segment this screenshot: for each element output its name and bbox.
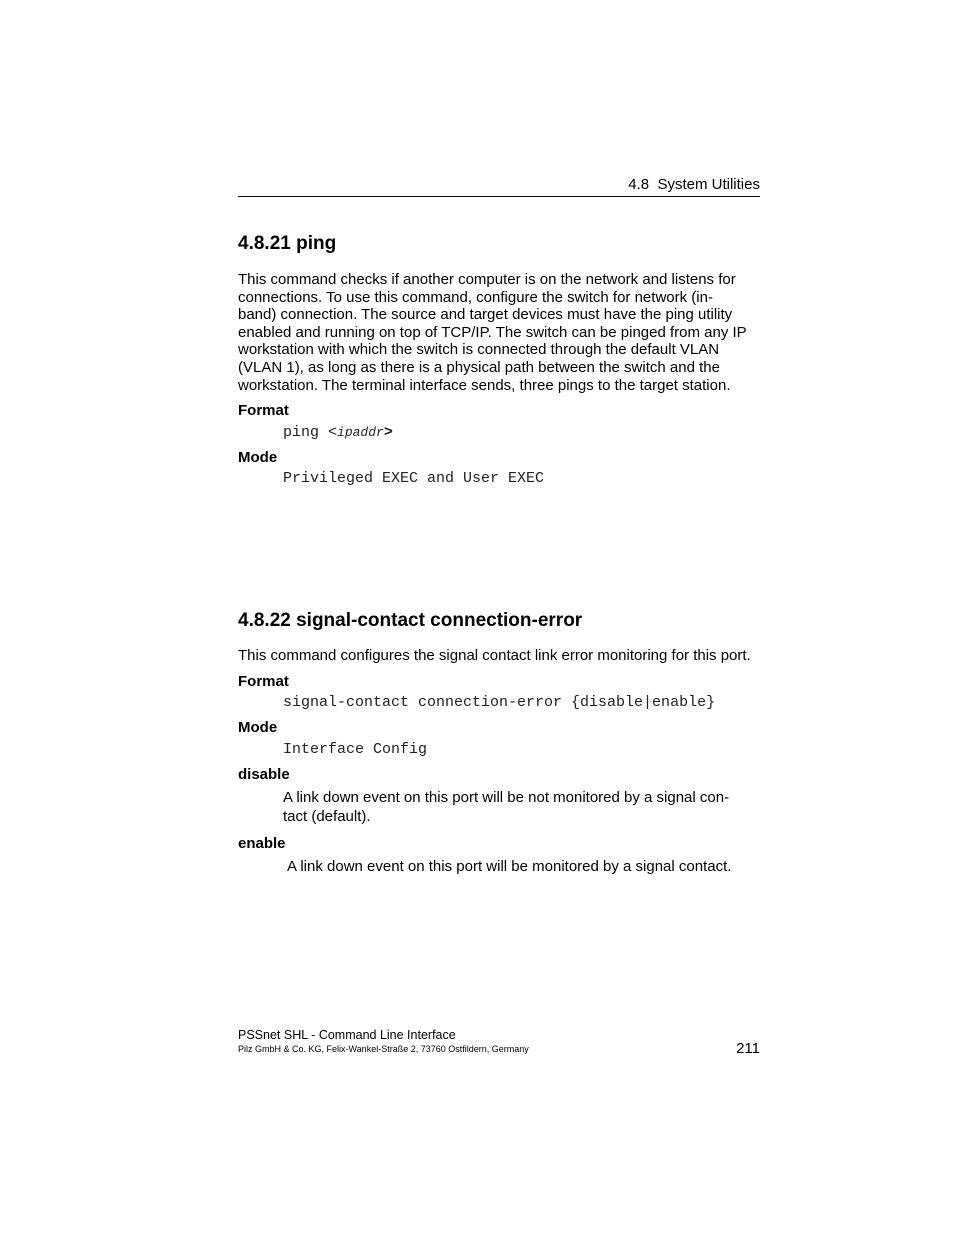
ping-mode-value: Privileged EXEC and User EXEC xyxy=(283,470,545,487)
ping-description xyxy=(238,271,760,394)
running-header xyxy=(238,176,760,193)
description-line: workstation with which the switch is connected through the default VLAN xyxy=(238,341,720,359)
description-line: enabled and running on top of TCP/IP. The switch can be pinged from any IP xyxy=(238,323,747,341)
ping-format-end: > xyxy=(383,424,393,441)
description-line: This command checks if another computer is on the network and listens for xyxy=(238,271,736,288)
footer-document-title: PSSnet SHL - Command Line Interface xyxy=(238,1028,456,1042)
header-section-number: 4.8 xyxy=(628,176,650,193)
disable-line: tact (default). xyxy=(283,807,371,825)
ping-format-label: Format xyxy=(238,402,289,419)
enable-label: enable xyxy=(238,835,286,852)
signal-format-syntax: signal-contact connection-error {disable|enable} xyxy=(283,694,716,711)
disable-description xyxy=(283,789,760,826)
signal-mode-label: Mode xyxy=(238,719,278,736)
header-rule xyxy=(238,196,760,197)
header-section-title: System Utilities xyxy=(657,176,760,193)
ping-format-syntax xyxy=(283,424,393,441)
page-number: 211 xyxy=(736,1040,760,1057)
disable-label: disable xyxy=(238,766,290,783)
description-line: workstation. The terminal interface sends, three pings to the target station. xyxy=(238,376,731,394)
description-line: band) connection. The source and target devices must have the ping utility xyxy=(238,306,733,324)
signal-mode-value: Interface Config xyxy=(283,741,428,758)
section-heading-ping: 4.8.21 ping xyxy=(238,233,337,254)
footer-address: Pilz GmbH & Co. KG, Felix-Wankel-Straße 2, 73760 Ostfildern, Germany xyxy=(238,1044,529,1054)
disable-line: A link down event on this port will be not monitored by a signal con- xyxy=(283,789,730,806)
description-line: connections. To use this command, configure the switch for network (in- xyxy=(238,288,713,306)
section-heading-signal-contact: 4.8.22 signal-contact connection-error xyxy=(238,610,583,631)
ping-format-parameter: ipaddr xyxy=(337,425,384,440)
ping-format-command: ping < xyxy=(283,424,338,441)
enable-description: A link down event on this port will be monitored by a signal contact. xyxy=(287,858,732,875)
signal-contact-description: This command configures the signal contact link error monitoring for this port. xyxy=(238,647,751,664)
signal-format-label: Format xyxy=(238,673,289,690)
ping-mode-label: Mode xyxy=(238,449,278,466)
description-line: (VLAN 1), as long as there is a physical path between the switch and the xyxy=(238,358,720,376)
